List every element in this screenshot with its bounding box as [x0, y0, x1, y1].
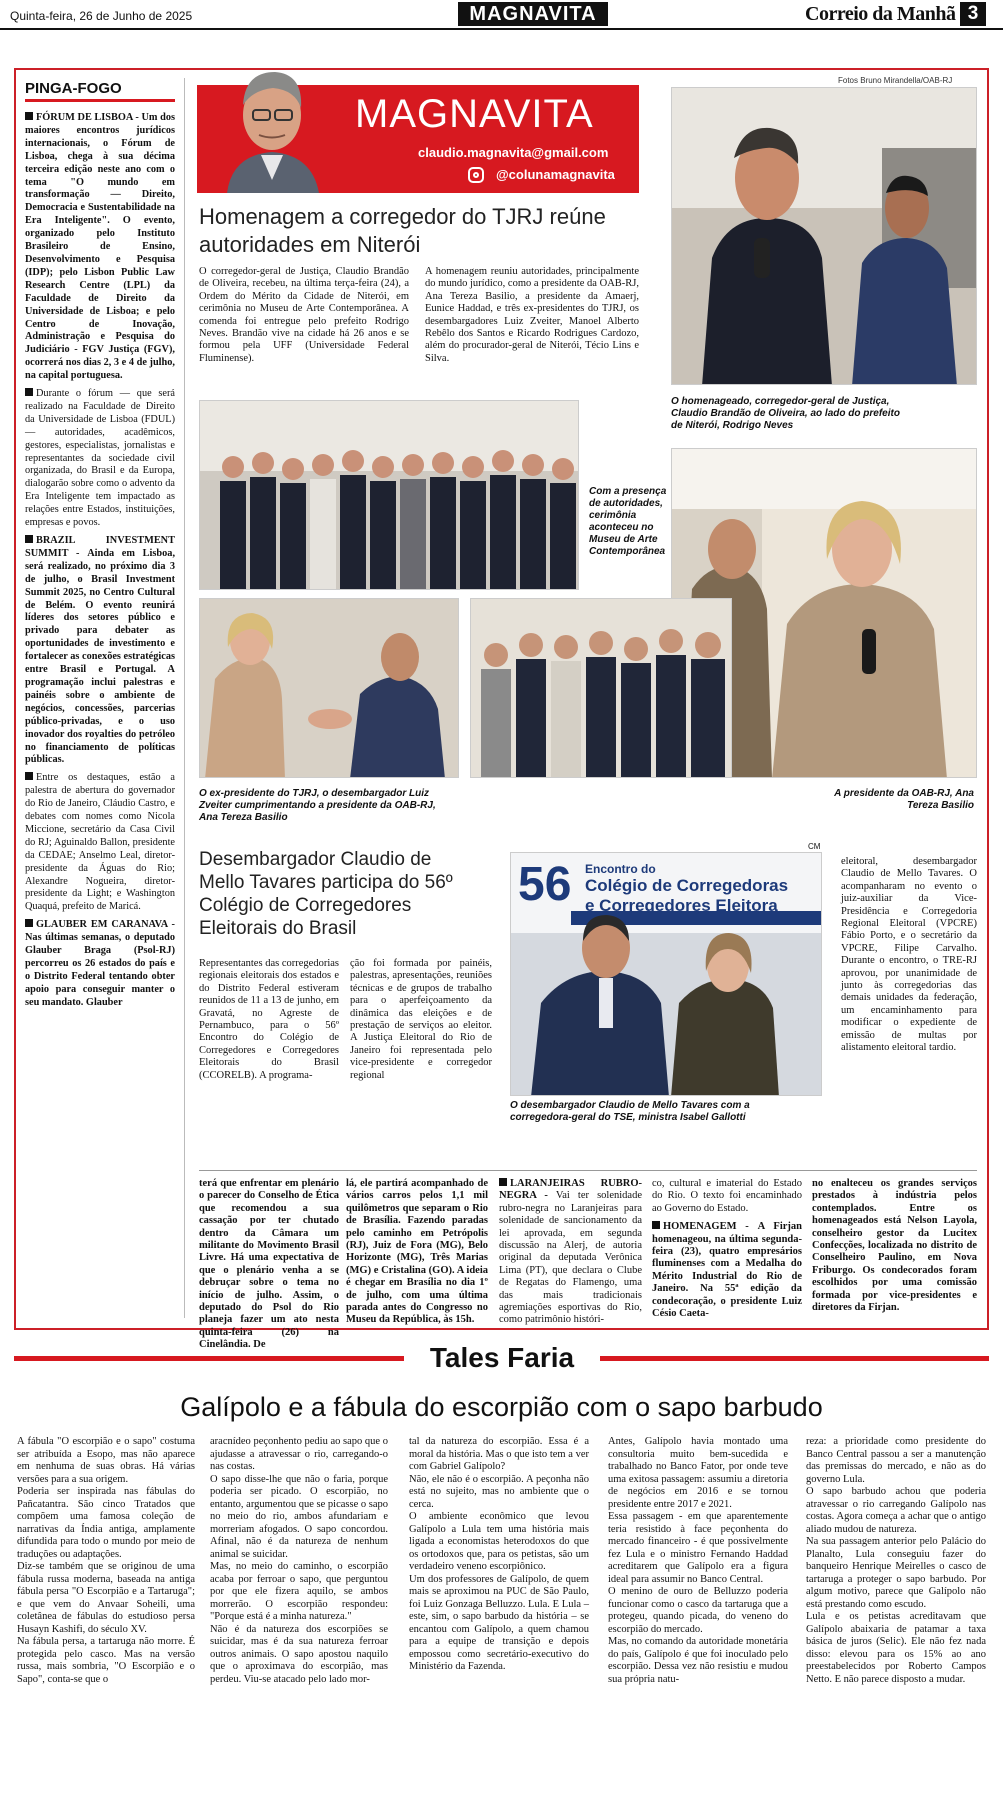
- sidebar-item: Durante o fórum — que será realizado na Faculdade de Direito da Universidade de Lisboa (FDUL) — autoridades, acadêmicos, gestores, especialistas, jornalistas e representantes da sociedade civil organizada, do Brasil e da Europa, dialogarão sobre como o advento da Era Inteligente tem impactado as relações entre Estados, instituições, empresas e povos.: [25, 388, 175, 529]
- banner-number: 56: [518, 858, 572, 911]
- header-rule: [0, 28, 1003, 30]
- tales-col3: tal da natureza do escorpião. Essa é a moral da história. Mas o que isto tem a ver com Gabriel Galípolo? Não, ele não é o escorpião. A peçonha não está no sujeito, mas no ambiente que o cerca. O ambiente econômico que levou Galípolo a Lula tem uma história mais ligada a economistas heterodoxos do que os ortodoxos que, para os petistas, são um verdadeiro veneno escorpiônico. Um dos professores de Galípolo, de quem mais se aproximou na PUC de São Paulo, foi Luiz Gonzaga Belluzzo. Lula. E Lula – este, sim, o sapo barbudo da história – se encantou com Galípolo, a quem chamou para a equipe de transição e depois empossou como secretário-executivo do Ministério da Fazenda.: [409, 1436, 589, 1672]
- sidebar-item: BRAZIL INVESTMENT SUMMIT - Ainda em Lisboa, será realizado, no próximo dia 3 de julho, o Brasil Investment Summit 2025, no Centro Cultural de Belém. O evento reunirá líderes dos setores público e privado para debater as oportunidades de investimento e fortalecer as conexões estratégicas entre Brasil e Portugal. A programação inclui palestras e painéis sobre o ambiente de negócios, concessões, parcerias público-privadas, e o uso inovador dos royalties do petróleo no financiamento de políticas públicas.: [25, 535, 176, 766]
- tales-col4: Antes, Galípolo havia montado uma consultoria muito bem-sucedida e trabalhado no Banco Fator, por onde teve uma exitosa passagem: assumiu a diretoria de negócios em 2016 e se tornou presidente entre 2017 e 2021. Essa passagem - em que aparentemente teria resistido à face peçonhenta do mercado financeiro - é que possivelmente fez Lula e o ministro Fernando Haddad acreditarem que Galípolo era a figura ideal para assumir no Banco Central. O menino de ouro de Belluzzo poderia funcionar como o casco da tartaruga que a protegeu, quando picada, do veneno do escorpião do mercado. Mas, no comando da autoridade monetária do país, Galípolo é que foi inoculado pelo escorpião. Dessa vez não resistiu e mudou sua própria natu-: [608, 1436, 788, 1685]
- photo-group: [199, 400, 579, 590]
- column-instagram[interactable]: @colunamagnavita: [496, 167, 615, 182]
- story1-headline: Homenagem a corregedor do TJRJ reúne autoridades em Niterói: [199, 204, 606, 257]
- caption-oab-president: A presidente da OAB-RJ, Ana Tereza Basilio: [834, 788, 974, 811]
- tales-rule-right: [600, 1356, 989, 1361]
- story2-col2: ção foi formada por painéis, palestras, apresentações, reuniões técnicas e de grupos de trabalho para o aperfeiçoamento da dinâmica das eleições e de prestação de serviços ao eleitor. A Justiça Eleitoral do Rio de Janeiro foi representada pelo vice-presidente e corregedor regional: [350, 958, 492, 1081]
- story2-col3: eleitoral, desembargador Claudio de Mello Tavares. O acompanharam no evento o juiz-auxiliar da Vice-Presidência e Corregedoria Regional Eleitoral (VPCRE) Fábio Porto, e o secretário da VPCRE, Filipe Carvalho. Durante o encontro, o TRE-RJ aprovou, por unanimidade de junto às corregedorias das demais unidades da federação, um encaminhamento para modificar o expediente de emissão de multas por alistamento eleitoral tardio.: [841, 856, 977, 1054]
- photo-authorities: [470, 598, 732, 778]
- story2-col1: Representantes das corregedorias regionais eleitorais dos estados e do Distrito Federal estiveram reunidos de 11 a 13 de junho, em Gravatá, no Agreste de Pernambuco, para o 56º Encontro do Colégio de Corregedores e Corregedores Eleitorais do Brasil (CCORELB). A programa-: [199, 958, 339, 1081]
- photo-handshake: [199, 598, 459, 778]
- caption-handshake: O ex-presidente do TJRJ, o desembargador Luiz Zveiter cumprimentando a presidente da OAB-RJ, Ana Tereza Basilio: [199, 788, 436, 823]
- tales-headline: Galípolo e a fábula do escorpião com o sapo barbudo: [180, 1392, 823, 1422]
- header-section: MAGNAVITA: [458, 2, 608, 26]
- cont-col3: LARANJEIRAS RUBRO-NEGRA - Vai ter solenidade rubro-negra no Laranjeiras para solenidade de sancionamento da lei aprovada, em segunda discussão na Alerj, de autoria original da deputada Verônica Lima (PT), que declara o Clube de Regatas do Flamengo, uma das mais tradicionais agremiações esportivas do Rio, como patrimônio históri-: [499, 1178, 642, 1326]
- sidebar-item: GLAUBER EM CARANAVA - Nas últimas semanas, o deputado Glauber Braga (Psol-RJ) percorreu os 26 estados do país e o Distrito Federal tentando obter apoio para conseguir manter o seu mandato. Glauber: [25, 919, 175, 1008]
- cont-col4: co, cultural e imaterial do Estado do Rio. O texto foi encaminhado ao Governo do Estado. HOMENAGEM - A Firjan homenageou, na última segunda-feira (23), quatro empresários fluminenses com a Medalha do Mérito Industrial do Rio de Janeiro. Na 55ª edição da condecoração, o presidente Luiz Césio Caeta-: [652, 1178, 802, 1320]
- story2-headline: Desembargador Claudio de Mello Tavares participa do 56º Colégio de Corregedores Eleitorais do Brasil: [199, 849, 453, 939]
- caption-group: Com a presença de autoridades, cerimônia aconteceu no Museu de Arte Contemporânea: [589, 486, 667, 557]
- tales-rule-left: [14, 1356, 404, 1361]
- story1-col1: O corregedor-geral de Justiça, Claudio Brandão de Oliveira, recebeu, na última terça-feira (24), a Ordem do Mérito da Cidade de Niterói, em cerimônia no Museu de Arte Contemporânea. A comenda foi entregue pelo prefeito Rodrigo Neves. Brandão vive na cidade há 26 anos e se formou pela UFF (Universidade Federal Fluminense).: [199, 266, 409, 364]
- caption-honoree-mayor: O homenageado, corregedor-geral de Justiça, Claudio Brandão de Oliveira, ao lado do prefeito de Niterói, Rodrigo Neves: [671, 396, 900, 431]
- tales-col2: aracnídeo peçonhento pediu ao sapo que o ajudasse a atravessar o rio, carregando-o nas costas. O sapo disse-lhe que não o faria, porque poderia ser picado. O escorpião, no entanto, argumentou que se picasse o sapo no meio do rio, ambos afundariam e morreriam afogados. O sapo concordou. Afinal, não é da natureza de nenhum animal se suicidar. Mas, no meio do caminho, o escorpião acaba por ferroar o sapo, que perguntou por que ele fizera aquilo, se ambos morrerão. O escorpião respondeu: "Porque está é a minha natureza." Não é da natureza dos escorpiões se suicidar, mas é da sua natureza ferroar outros animais. O sapo apostou naquilo que o aproximava do escorpião, mas perdeu. Viu-se atacado pelo lado mor-: [210, 1436, 388, 1685]
- banner-line3: e Corregedores Eleitora: [585, 896, 778, 915]
- continuation-rule: [199, 1170, 977, 1171]
- column-name: MAGNAVITA: [355, 92, 594, 136]
- header-paper: Correio da Manhã: [805, 3, 956, 25]
- instagram-icon: [468, 167, 484, 183]
- banner-line2: Colégio de Corregedoras: [585, 876, 789, 895]
- story1-col2: A homenagem reuniu autoridades, principalmente do mundo jurídico, como a presidente da OAB-RJ, Ana Tereza Basilio, a presidente da Amaerj, Eunice Haddad, e três ex-presidentes do TJRJ, os desembargadores Luiz Zveiter, Manoel Alberto Rebêlo dos Santos e Ricardo Rodrigues Cardozo, além do procurador-geral de Niterói, Técio Lins e Silva.: [425, 266, 639, 364]
- tales-col5: reza: a prioridade como presidente do Banco Central passou a ser a manutenção das premissas do mercado, e não as do governo Lula. O sapo barbudo achou que poderia atravessar o rio carregando Galípolo nas costas. Agora começa a achar que o antigo aliado mudou de natureza. Na sua passagem anterior pelo Palácio do Planalto, Lula conseguiu fazer do banqueiro Henrique Meirelles o casco de tartaruga a proteger o sapo barbudo. Por algum motivo, parece que Galípolo não está prestando como escudo. Lula e os petistas acreditavam que Galípolo abaixaria de patamar a taxa básica de juros (Selic). Ele não fez nada disso: elevou para os 15% ao ano preestabelecidos por Roberto Campos Netto. E não parece disposto a mudar.: [806, 1436, 986, 1685]
- columnist-photo: [197, 60, 347, 193]
- header-date: Quinta-feira, 26 de Junho de 2025: [10, 9, 193, 23]
- sidebar-divider: [184, 78, 185, 1318]
- sidebar-item: FÓRUM DE LISBOA - Um dos maiores encontros jurídicos internacionais, o Fórum de Lisboa, chega à sua décima terceira edição neste ano com o tema "O mundo em transformação — Direito, Democracia e Sustentabilidade na Era Inteligente". O evento, organizado pelo Instituto Brasileiro de Ensino, Desenvolvimento e Pesquisa (IDP); pelo Lisbon Public Law Research Centre (LPL) da Faculdade de Direito da Universidade de Lisboa; e pelo Centro de Inovação, Administração e Pesquisa do Judiciário - FGV Justiça (FGV), ocorrerá nos dias 2, 3 e 4 de julho, na capital portuguesa.: [25, 112, 175, 382]
- banner-line1: Encontro do: [585, 862, 656, 876]
- tales-col1: A fábula "O escorpião e o sapo" costuma ser atribuída a Esopo, mas não aparece em nenhuma de suas obras. Há várias versões para a sua origem. Poderia ser inspirada nas fábulas do Pañcatantra. São cinco Tratados que compõem uma famosa coleção de narrativas da Índia antiga, amplamente difundida para todo o mundo por meio de traduções ou adaptações. Diz-se também que se originou de uma fábula russa moderna, baseada na antiga fábula persa "O Escorpião e a Tartaruga"; e que vem do Anvaar Soheili, uma coletânea de fábulas do estudioso persa Husayn Kashifi, do século XV. Na fábula persa, a tartaruga não morre. É protegida pelo casco. Mas na versão russa, mais sombria, "O Escorpião e o Sapo", conta-se que o: [17, 1436, 195, 1685]
- sidebar-item: Entre os destaques, estão a palestra de abertura do governador do Rio de Janeiro, Cláudio Castro, e debates com nomes como Nicola Miccione, secretário da Casa Civil do RJ; Aguinaldo Ballon, presidente da CEDAE; Anselmo Leal, diretor-presidente da Águas do Rio; Alexandre Nogueira, diretor-presidente da Light; e Washington Quaquá, prefeito de Maricá.: [25, 772, 175, 913]
- photo-honoree-mayor: [671, 87, 977, 385]
- photo-credit: Fotos Bruno Mirandella/OAB-RJ: [838, 76, 953, 85]
- story2-credit: CM: [808, 842, 821, 851]
- header-page-number: 3: [960, 2, 986, 26]
- cont-col2: lá, ele partirá acompanhado de vários carros pelos 1,1 mil quilômetros que separam o Rio de Brasília. Fazendo paradas pelo caminho em Petrópolis (RJ), Juiz de Fora (MG), Belo Horizonte (MG), Três Marias (MG) e Cristalina (GO). A ideia é chegar em Brasília no dia 1º de julho, com uma última parada antes do Congresso no Museu da República, às 15h.: [346, 1178, 488, 1326]
- column-email[interactable]: claudio.magnavita@gmail.com: [418, 145, 609, 160]
- sidebar-column: [25, 112, 175, 1015]
- sidebar-title: PINGA-FOGO: [25, 80, 175, 102]
- cont-col5: no enalteceu os grandes serviços prestados à indústria pelos contemplados. Entre os homenageados está Nelson Layola, conselheiro gestor da Lucitex Confecções, localizada no distrito de Conselheiro Paulino, em Nova Friburgo. Os condecorados foram escolhidos por uma comissão formada por vice-presidentes e diretores da Firjan.: [812, 1178, 977, 1314]
- tales-name: Tales Faria: [429, 1342, 575, 1373]
- caption-tse-event: O desembargador Claudio de Mello Tavares com a corregedora-geral do TSE, ministra Isabel Gallotti: [510, 1100, 750, 1123]
- cont-col1: terá que enfrentar em plenário o parecer do Conselho de Ética que recomendou a sua cassação por ter chutado dentro da Câmara um militante do Movimento Brasil Livre. Há uma expectativa de que o plenário venha a se debruçar sobre o tema no início de julho. Assim, o deputado do Psol do Rio planeja fazer um ato nesta quinta-feira (26) na Cinelândia. De: [199, 1178, 339, 1351]
